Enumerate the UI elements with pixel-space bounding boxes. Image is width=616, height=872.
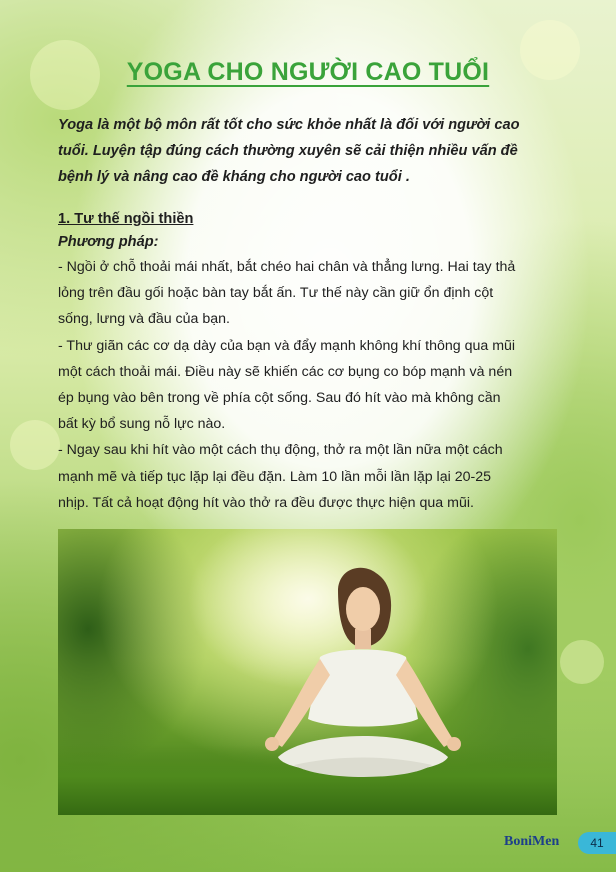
method-label: Phương pháp:	[58, 234, 159, 250]
meditating-woman-illustration	[58, 529, 557, 815]
meditation-photo	[58, 529, 557, 815]
body-line: - Thư giãn các cơ dạ dày của bạn và đẩy mạnh không khí thông qua mũi	[58, 337, 516, 354]
section-sitting-meditation	[58, 208, 558, 516]
intro-line: bệnh lý và nâng cao đề kháng cho người cao tuổi .	[58, 169, 410, 185]
intro-line: Yoga là một bộ môn rất tốt cho sức khỏe nhất là đối với người cao	[58, 117, 520, 133]
body-line: lỏng trên đầu gối hoặc bàn tay bắt ấn. Tư thế này cần giữ ổn định cột	[58, 285, 494, 302]
page-title: YOGA CHO NGƯỜI CAO TUỔI	[126, 58, 490, 86]
body-line: mạnh mẽ và tiếp tục lặp lại đều đặn. Làm 10 lần mỗi lần lặp lại 20-25	[58, 468, 491, 485]
bokeh-light	[560, 640, 604, 684]
brand-logo: BoniMen	[504, 834, 560, 849]
body-line: bất kỳ bổ sung nỗ lực nào.	[58, 416, 226, 433]
bokeh-light	[10, 420, 60, 470]
body-line: - Ngồi ở chỗ thoải mái nhất, bắt chéo hai chân và thẳng lưng. Hai tay thả	[58, 259, 516, 275]
body-line: một cách thoải mái. Điều này sẽ khiến các cơ bụng co bóp mạnh và nén	[58, 363, 513, 380]
body-line: ép bụng vào bên trong về phía cột sống. Sau đó hít vào mà không cần	[58, 390, 501, 407]
intro-paragraph	[58, 112, 558, 190]
page-number: 41	[578, 832, 616, 854]
body-line: - Ngay sau khi hít vào một cách thụ động, thở ra một lần nữa một cách	[58, 442, 503, 459]
body-line: sống, lưng và đầu của bạn.	[58, 311, 230, 328]
section-heading: 1. Tư thế ngồi thiền	[58, 211, 194, 227]
intro-line: tuổi. Luyện tập đúng cách thường xuyên sẽ cải thiện nhiều vấn đề	[58, 143, 518, 159]
body-line: nhịp. Tất cả hoạt động hít vào thở ra đều được thực hiện qua mũi.	[58, 494, 474, 511]
